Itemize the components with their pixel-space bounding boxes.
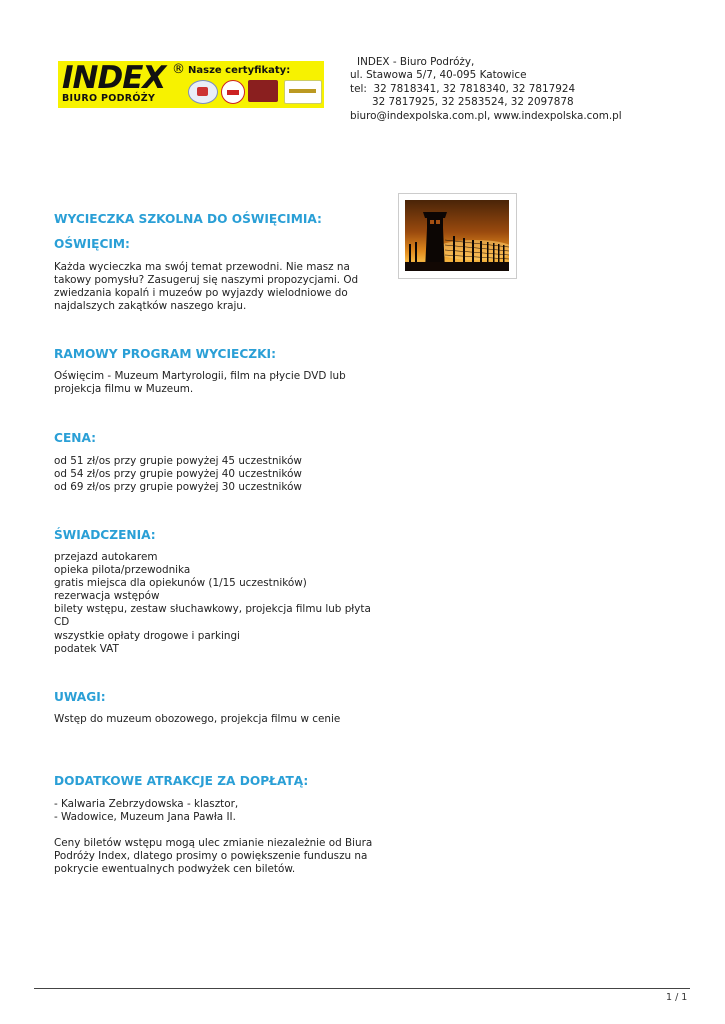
service-item: przejazd autokarem <box>54 551 158 563</box>
photo-frame <box>398 193 517 279</box>
text-line: Ceny biletów wstępu mogą ulec zmianie niezależnie od Biura <box>54 837 373 849</box>
program-paragraph <box>54 370 374 396</box>
section-heading-notes: UWAGI: <box>54 690 106 704</box>
contact-company: INDEX - Biuro Podróży, <box>357 56 475 68</box>
footer-divider <box>34 988 690 989</box>
text-line: Podróży Index, dlatego prosimy o powiększenie funduszu na <box>54 850 368 863</box>
price-line: od 54 zł/os przy grupie powyżej 40 uczestników <box>54 468 302 481</box>
section-heading-services: ŚWIADCZENIA: <box>54 528 156 542</box>
page-title: WYCIECZKA SZKOLNA DO OŚWIĘCIMIA: <box>54 212 322 226</box>
quality-certificate-icon <box>248 80 278 102</box>
text-line: pokrycie ewentualnych podwyżek cen biletów. <box>54 863 296 876</box>
service-item: opieka pilota/przewodnika <box>54 564 191 577</box>
rzetelna-firma-certificate-icon <box>284 80 322 104</box>
logo-registered-mark: ® <box>172 62 185 77</box>
text-line: Oświęcim - Muzeum Martyrologii, film na płycie DVD lub <box>54 370 346 382</box>
service-item: bilety wstępu, zestaw słuchawkowy, projekcja filmu lub płyta <box>54 603 371 616</box>
text-line: Wstęp do muzeum obozowego, projekcja filmu w cenie <box>54 713 341 725</box>
text-line: takowy pomysłu? Zasugeruj się naszymi propozycjami. Od <box>54 274 359 287</box>
price-list <box>54 455 374 494</box>
price-disclaimer <box>54 837 374 876</box>
section-heading-price: CENA: <box>54 431 97 445</box>
text-line: Każda wycieczka ma swój temat przewodni. Nie masz na <box>54 261 350 273</box>
contact-block <box>350 56 622 123</box>
contact-phone-2: 32 7817925, 32 2583524, 32 2097878 <box>372 96 574 109</box>
service-item: rezerwacja wstępów <box>54 590 160 603</box>
auschwitz-watchtower-photo <box>405 200 509 271</box>
extras-list <box>54 798 374 824</box>
silhouette-icon <box>405 200 509 271</box>
extra-item: - Wadowice, Muzeum Jana Pawła II. <box>54 811 236 824</box>
notes-paragraph <box>54 713 374 726</box>
price-line: od 69 zł/os przy grupie powyżej 30 uczestników <box>54 481 302 494</box>
service-item: podatek VAT <box>54 642 119 655</box>
index-logo <box>58 61 324 108</box>
certificates-label: Nasze certyfikaty: <box>188 65 291 76</box>
extra-item: - Kalwaria Zebrzydowska - klasztor, <box>54 798 239 810</box>
section-heading-extras: DODATKOWE ATRAKCJE ZA DOPŁATĄ: <box>54 774 309 788</box>
service-item: wszystkie opłaty drogowe i parkingi <box>54 629 240 642</box>
logo-brand: INDEX <box>62 61 166 96</box>
logo-subtitle: BIURO PODRÓŻY <box>62 93 156 104</box>
contact-address: ul. Stawowa 5/7, 40-095 Katowice <box>350 69 527 82</box>
contact-phone-1: tel: 32 7818341, 32 7818340, 32 7817924 <box>350 82 576 95</box>
text-line: najdalszych zakątków naszego kraju. <box>54 300 247 313</box>
pit-certificate-icon <box>188 80 218 104</box>
services-list <box>54 551 374 656</box>
text-line: zwiedzania kopalń i muzeów po wyjazdy wielodniowe do <box>54 287 348 300</box>
page-number: 1 / 1 <box>666 992 688 1003</box>
intro-paragraph <box>54 261 374 313</box>
section-heading-oswiecim: OŚWIĘCIM: <box>54 237 130 251</box>
service-item: CD <box>54 616 70 629</box>
text-line: projekcja filmu w Muzeum. <box>54 383 194 396</box>
service-item: gratis miejsca dla opiekunów (1/15 uczestników) <box>54 577 307 590</box>
contact-email-web[interactable]: biuro@indexpolska.com.pl, www.indexpolska.com.pl <box>350 109 622 122</box>
price-line: od 51 zł/os przy grupie powyżej 45 uczestników <box>54 455 302 467</box>
poland-certificate-icon <box>221 80 245 104</box>
section-heading-program: RAMOWY PROGRAM WYCIECZKI: <box>54 347 276 361</box>
